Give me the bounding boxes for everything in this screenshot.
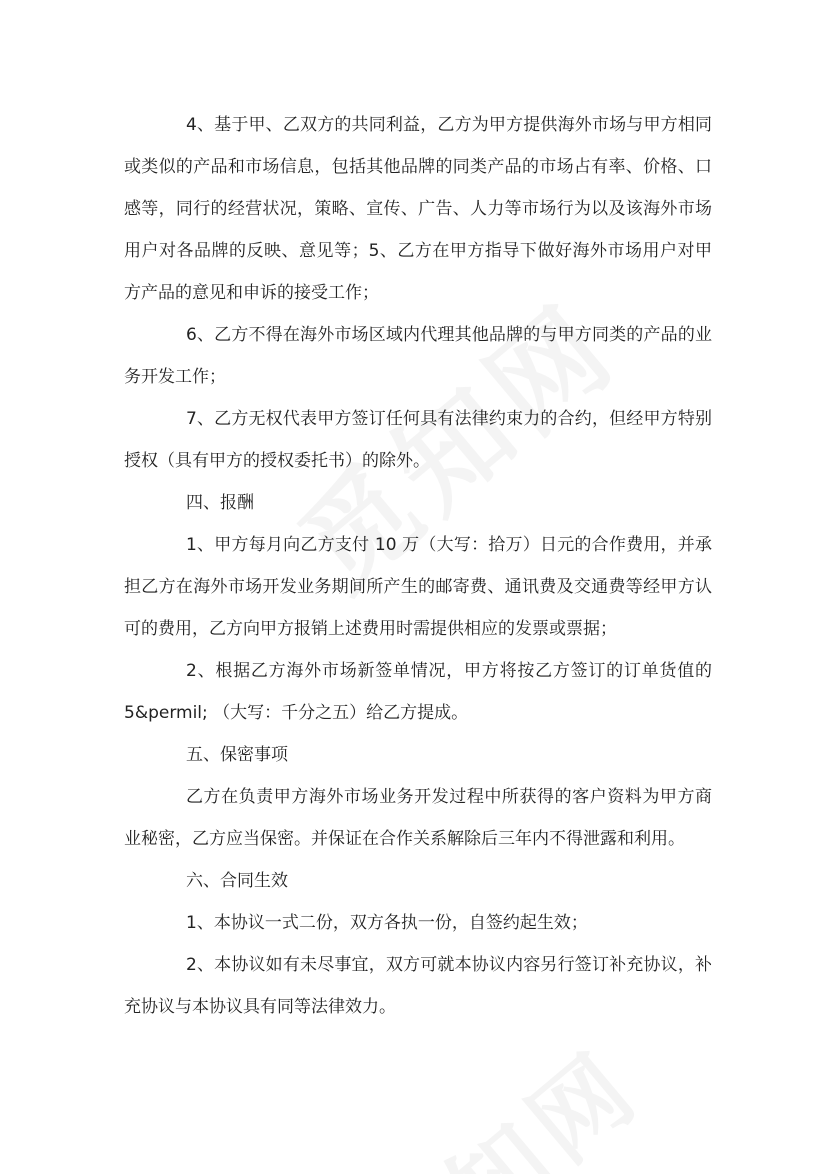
confidentiality-clause: 乙方在负责甲方海外市场业务开发过程中所获得的客户资料为甲方商业秘密，乙方应当保密。并保证在合作关系解除后三年内不得泄露和利用。 [124, 787, 712, 849]
section-heading-remuneration: 四、报酬 [186, 493, 254, 513]
watermark [333, 1014, 665, 1174]
document-body [124, 104, 712, 1028]
remuneration-clause-1: 1、甲方每月向乙方支付 10 万（大写：拾万）日元的合作费用，并承担乙方在海外市场开发业务期间所产生的邮寄费、通讯费及交通费等经甲方认可的费用，乙方向甲方报销上述费用时需提供相应的发票或票据； [124, 535, 712, 639]
clause-4-5: 4、基于甲、乙双方的共同利益，乙方为甲方提供海外市场与甲方相同或类似的产品和市场信息，包括其他品牌的同类产品的市场占有率、价格、口感等，同行的经营状况，策略、宣传、广告、人力等市场行为以及该海外市场用户对各品牌的反映、意见等；5、乙方在甲方指导下做好海外市场用户对甲方产品的意见和申诉的接受工作； [124, 115, 712, 303]
section-heading-effectiveness: 六、合同生效 [186, 871, 288, 891]
clause-6: 6、乙方不得在海外市场区域内代理其他品牌的与甲方同类的产品的业务开发工作； [124, 325, 712, 387]
effectiveness-clause-2: 2、本协议如有未尽事宜，双方可就本协议内容另行签订补充协议，补充协议与本协议具有同等法律效力。 [124, 955, 712, 1017]
clause-7: 7、乙方无权代表甲方签订任何具有法律约束力的合约，但经甲方特别授权（具有甲方的授权委托书）的除外。 [124, 409, 712, 471]
remuneration-clause-2: 2、根据乙方海外市场新签单情况，甲方将按乙方签订的订单货值的 5&permil; （大写：千分之五）给乙方提成。 [124, 661, 712, 723]
section-heading-confidentiality: 五、保密事项 [186, 745, 288, 765]
effectiveness-clause-1: 1、本协议一式二份，双方各执一份，自签约起生效； [186, 913, 588, 933]
